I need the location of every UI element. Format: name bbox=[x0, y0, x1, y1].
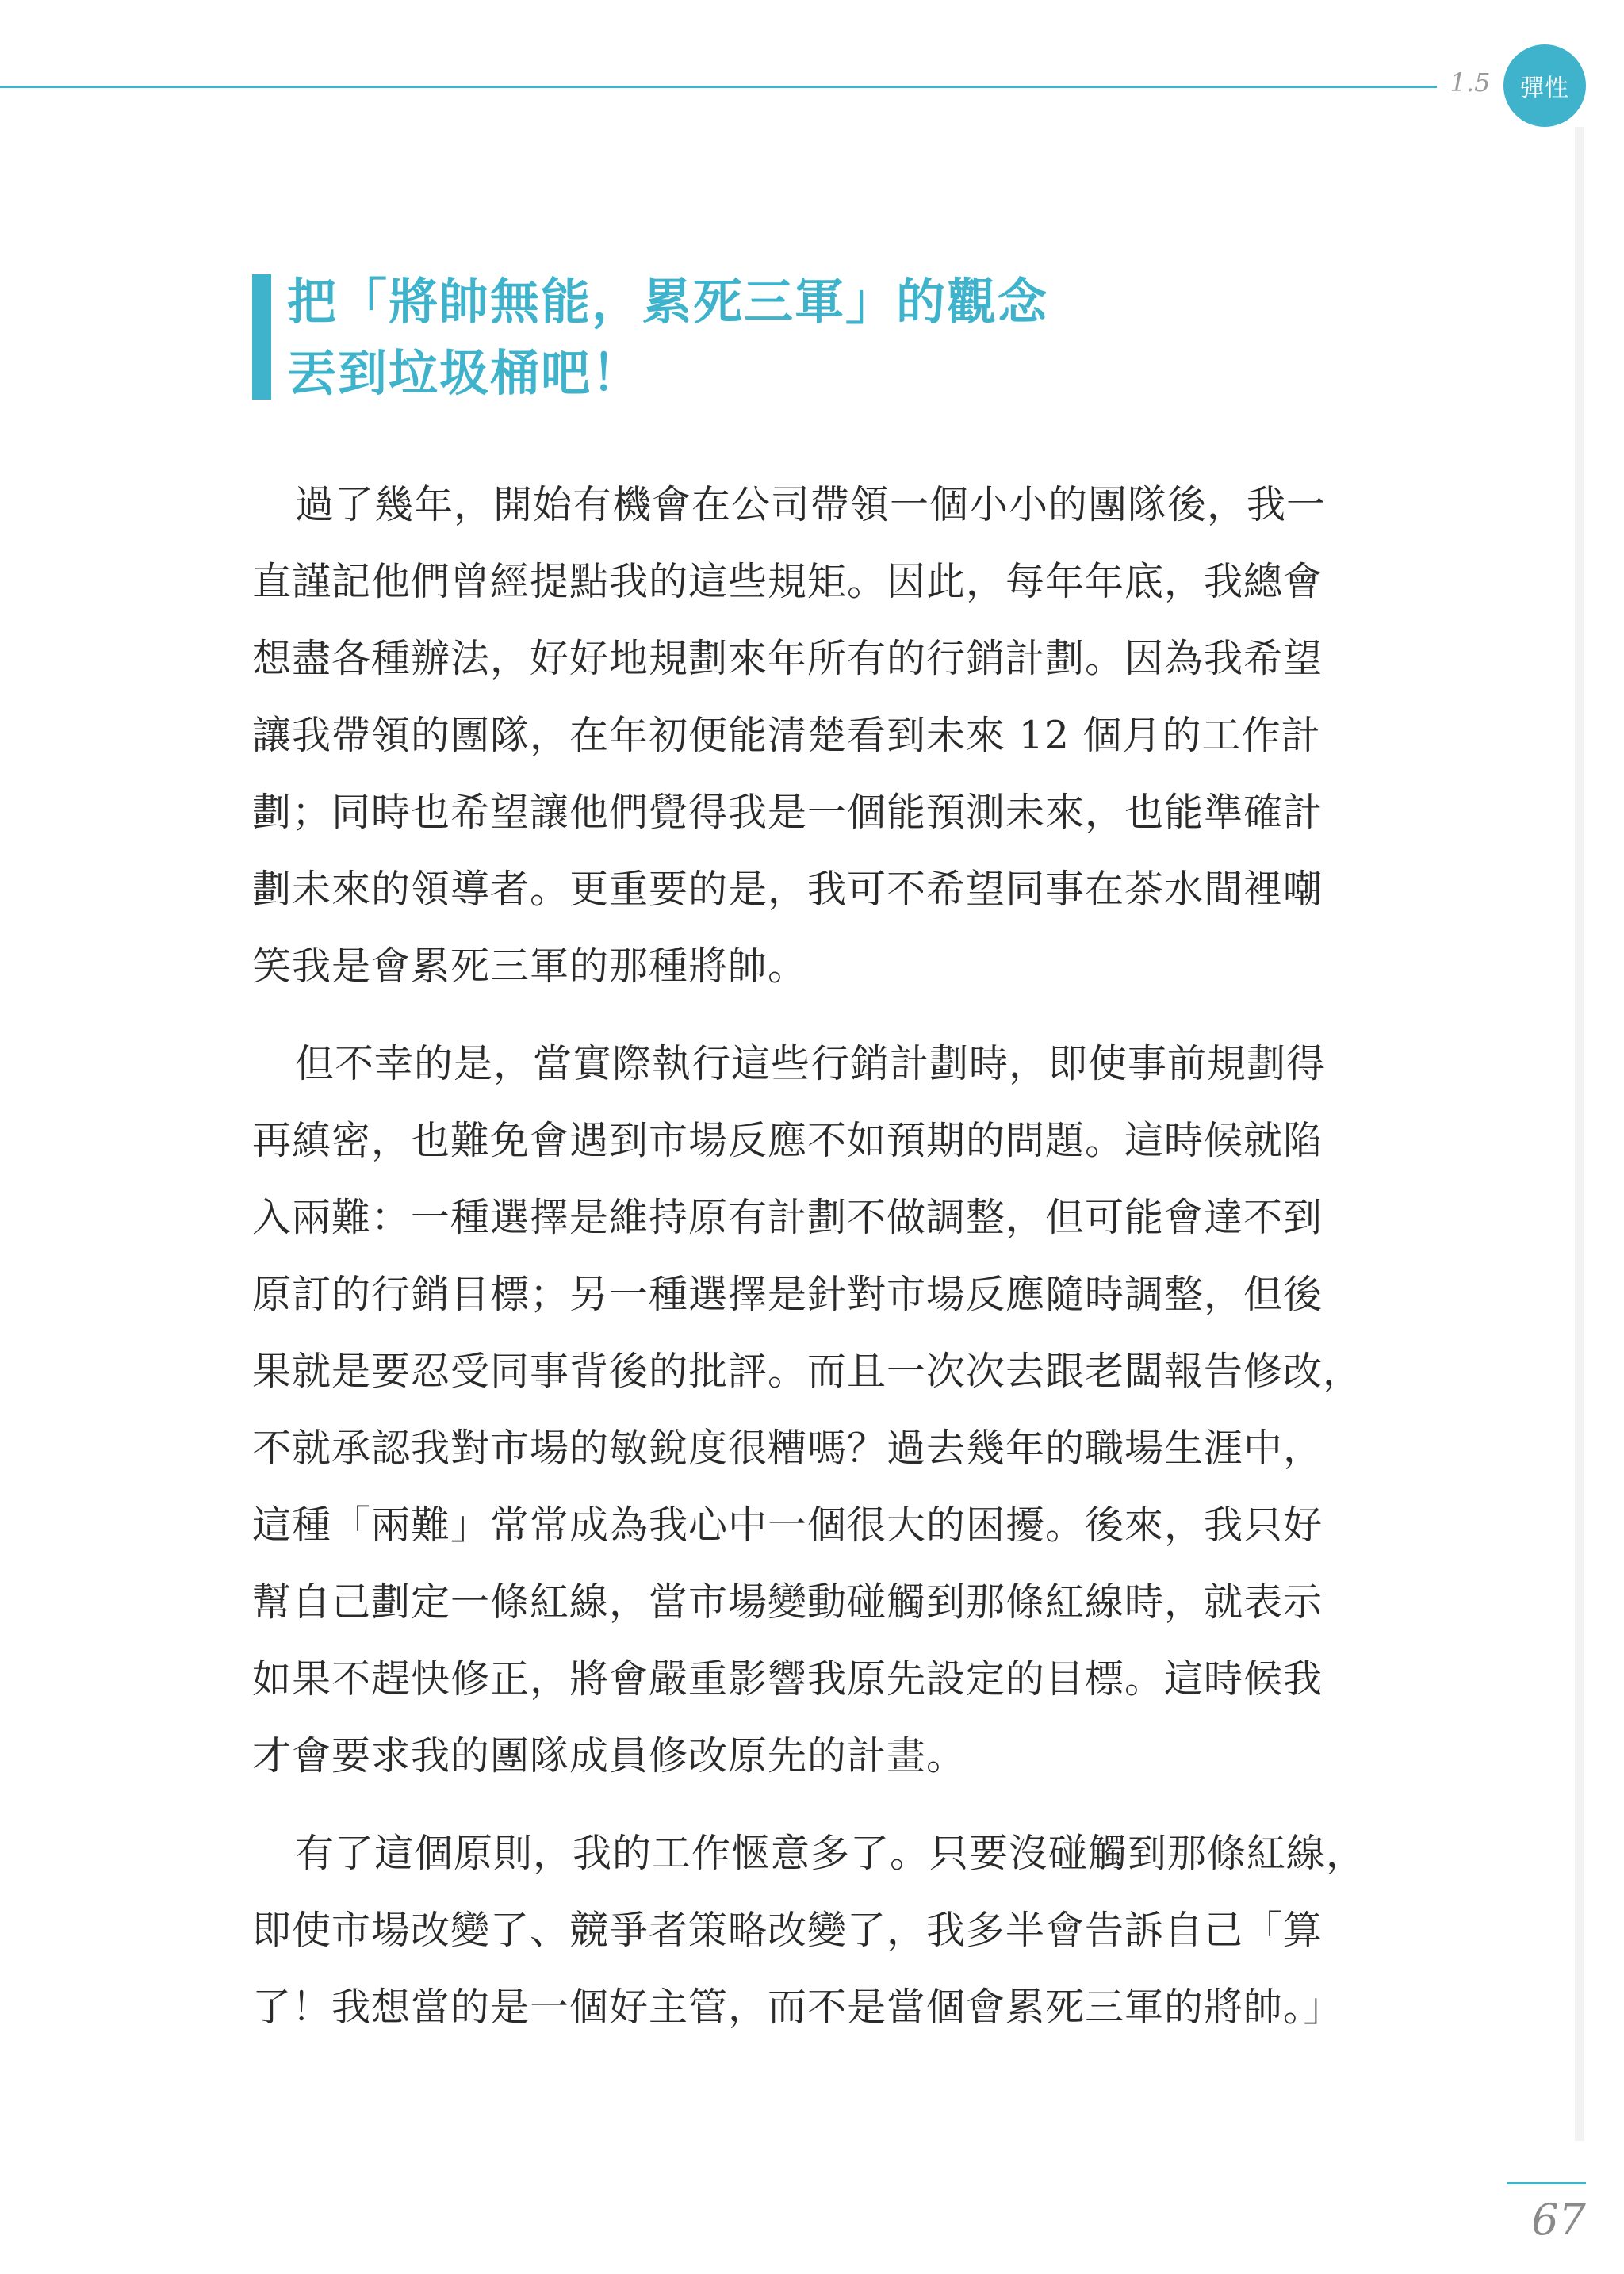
text-line: 原訂的行銷目標；另一種選擇是針對市場反應隨時調整，但後 bbox=[252, 1272, 1323, 1317]
text-line: 笑我是會累死三軍的那種將帥。 bbox=[252, 944, 808, 989]
section-title: 彈性 bbox=[1520, 75, 1569, 102]
section-badge bbox=[1503, 44, 1586, 127]
text-line: 如果不趕快修正，將會嚴重影響我原先設定的目標。這時候我 bbox=[252, 1656, 1323, 1702]
margin-strip bbox=[1575, 127, 1584, 2141]
text-line: 才會要求我的團隊成員修改原先的計畫。 bbox=[252, 1733, 967, 1778]
page-number: 67 bbox=[1531, 2195, 1586, 2245]
text-line: 果就是要忍受同事背後的批評。而且一次次去跟老闆報告修改， bbox=[252, 1349, 1363, 1394]
heading-line-1: 把「將帥無能，累死三軍」的觀念 bbox=[287, 273, 1049, 331]
text-line: 不就承認我對市場的敏銳度很糟嗎？過去幾年的職場生涯中， bbox=[252, 1426, 1323, 1471]
paragraph-3 bbox=[252, 1815, 1426, 2046]
header-rule bbox=[0, 86, 1437, 88]
text-line: 幫自己劃定一條紅線，當市場變動碰觸到那條紅線時，就表示 bbox=[252, 1579, 1323, 1625]
paragraph-2 bbox=[252, 1025, 1426, 1794]
text-line: 劃；同時也希望讓他們覺得我是一個能預測未來，也能準確計 bbox=[252, 790, 1323, 835]
text-line: 入兩難：一種選擇是維持原有計劃不做調整，但可能會達不到 bbox=[252, 1195, 1323, 1240]
text-line: 了！我想當的是一個好主管，而不是當個會累死三軍的將帥。」 bbox=[252, 1985, 1343, 2030]
text-line: 即使市場改變了、競爭者策略改變了，我多半會告訴自己「算 bbox=[252, 1908, 1323, 1953]
section-heading bbox=[287, 266, 1477, 409]
footer-rule bbox=[1507, 2182, 1586, 2184]
text-line: 有了這個原則，我的工作愜意多了。只要沒碰觸到那條紅線， bbox=[295, 1831, 1366, 1876]
heading-accent-bar bbox=[252, 274, 271, 400]
text-line: 想盡各種辦法，好好地規劃來年所有的行銷計劃。因為我希望 bbox=[252, 636, 1323, 681]
text-line: 這種「兩難」常常成為我心中一個很大的困擾。後來，我只好 bbox=[252, 1503, 1323, 1548]
text-line: 再縝密，也難免會遇到市場反應不如預期的問題。這時候就陷 bbox=[252, 1118, 1323, 1163]
text-line: 直謹記他們曾經提點我的這些規矩。因此，每年年底，我總會 bbox=[252, 559, 1323, 604]
text-line: 劃未來的領導者。更重要的是，我可不希望同事在茶水間裡嘲 bbox=[252, 867, 1323, 912]
text-line: 過了幾年，開始有機會在公司帶領一個小小的團隊後，我一 bbox=[295, 482, 1327, 527]
text-line: 讓我帶領的團隊，在年初便能清楚看到未來 12 個月的工作計 bbox=[252, 713, 1321, 758]
text-line: 但不幸的是，當實際執行這些行銷計劃時，即使事前規劃得 bbox=[295, 1041, 1327, 1086]
paragraph-1 bbox=[252, 466, 1426, 1005]
body-text bbox=[252, 466, 1426, 2066]
heading-line-2: 丟到垃圾桶吧！ bbox=[287, 344, 643, 402]
section-number: 1.5 bbox=[1450, 67, 1491, 98]
